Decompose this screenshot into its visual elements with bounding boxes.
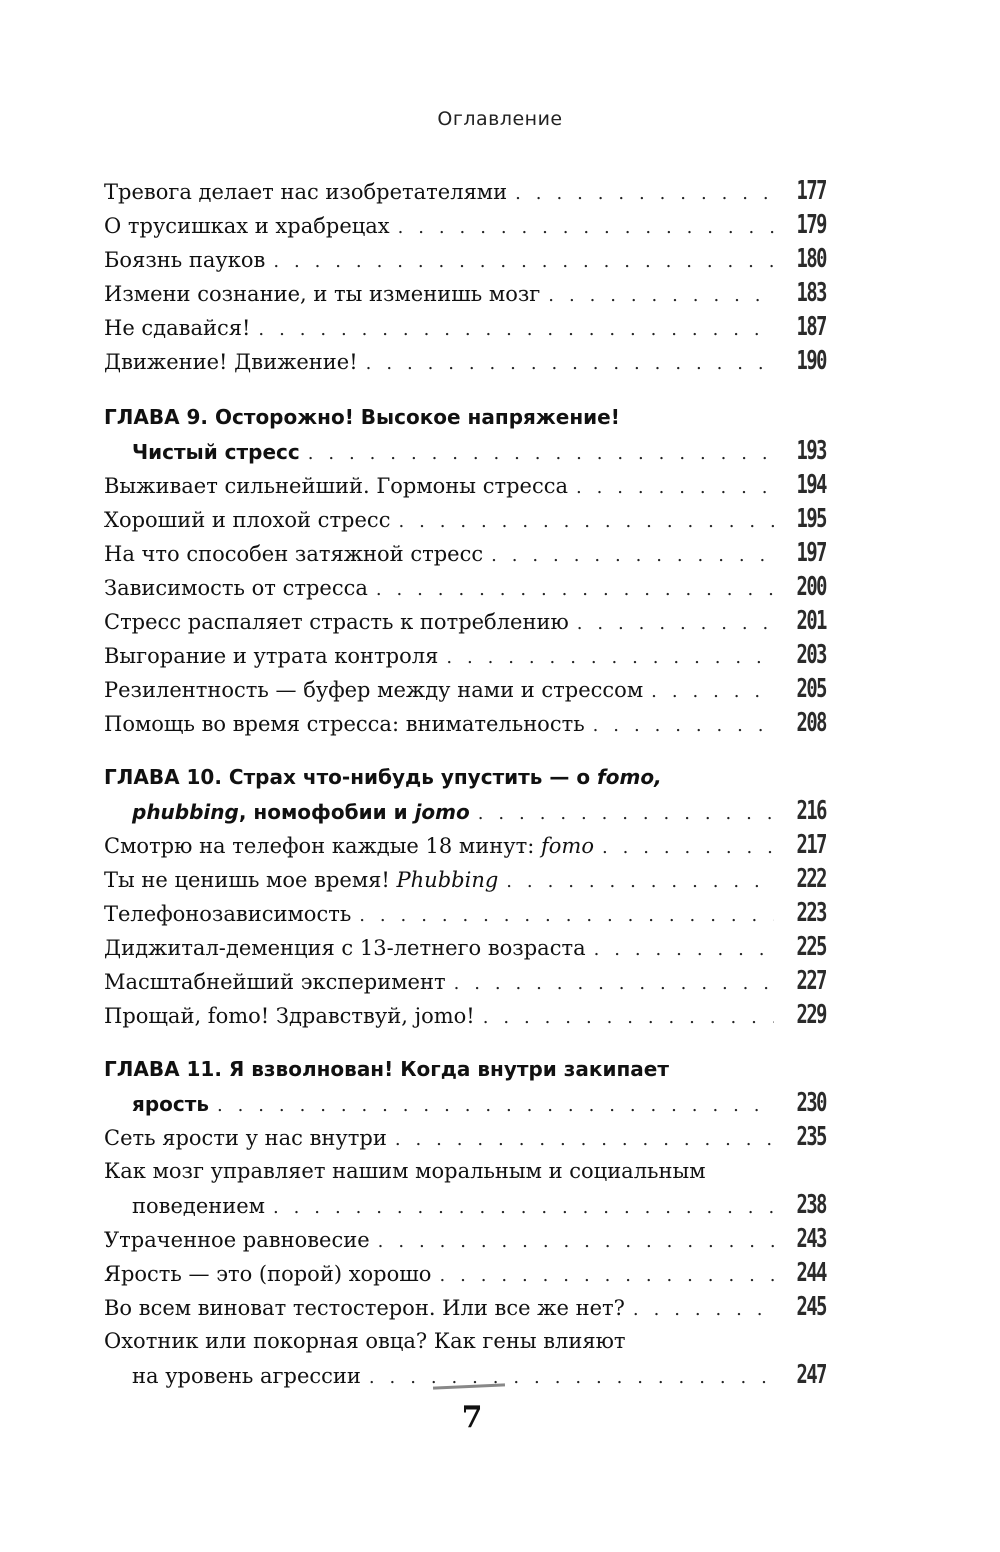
entry-title: Измени сознание, и ты изменишь мозг bbox=[104, 282, 541, 306]
dot-leader bbox=[273, 1191, 774, 1225]
chapter-title: ярость bbox=[132, 1092, 209, 1116]
entry-page: 179 bbox=[796, 210, 826, 240]
chapter-10 bbox=[104, 760, 826, 1032]
dot-leader bbox=[378, 1225, 774, 1259]
entry-title: Не сдавайся! bbox=[104, 316, 251, 340]
dot-leader bbox=[478, 797, 774, 831]
entry-title: на уровень агрессии bbox=[132, 1364, 361, 1388]
toc-entry[interactable] bbox=[104, 208, 826, 242]
toc-entry[interactable] bbox=[104, 638, 826, 672]
toc-entry[interactable] bbox=[104, 242, 826, 276]
toc-entry[interactable] bbox=[104, 862, 826, 896]
dot-leader bbox=[593, 709, 774, 743]
entry-page: 208 bbox=[796, 708, 826, 738]
entry-page: 197 bbox=[796, 538, 826, 568]
running-head: Оглавление bbox=[437, 108, 563, 130]
toc-entry[interactable] bbox=[104, 468, 826, 502]
toc-entry[interactable] bbox=[104, 344, 826, 378]
entry-page: 217 bbox=[796, 830, 826, 860]
toc-entry[interactable] bbox=[104, 310, 826, 344]
chapter-heading[interactable]: ГЛАВА 11. Я взволнован! Когда внутри закипает bbox=[104, 1057, 669, 1081]
entry-title: Сеть ярости у нас внутри bbox=[104, 1126, 387, 1150]
entry-title: Боязнь пауков bbox=[104, 248, 266, 272]
dot-leader bbox=[395, 1123, 774, 1157]
dot-leader bbox=[633, 1293, 774, 1327]
entry-page: 201 bbox=[796, 606, 826, 636]
entry-page: 229 bbox=[796, 1000, 826, 1030]
toc-entry[interactable] bbox=[104, 570, 826, 604]
entry-page: 238 bbox=[796, 1190, 826, 1220]
entry-title: На что способен затяжной стресс bbox=[104, 542, 484, 566]
dot-leader bbox=[491, 539, 774, 573]
toc-entry[interactable] bbox=[104, 502, 826, 536]
dot-leader bbox=[577, 607, 774, 641]
entry-page: 247 bbox=[796, 1360, 826, 1390]
chapter-title-part: , номофобии и bbox=[238, 800, 415, 824]
entry-title: Ярость — это (порой) хорошо bbox=[104, 1262, 432, 1286]
toc-entry[interactable] bbox=[104, 930, 826, 964]
entry-title: Движение! Движение! bbox=[104, 350, 358, 374]
dot-leader bbox=[454, 967, 774, 1001]
entry-page: 187 bbox=[796, 312, 826, 342]
dot-leader bbox=[273, 245, 774, 279]
chapter-heading[interactable]: ГЛАВА 9. Осторожно! Высокое напряжение! bbox=[104, 405, 620, 429]
chapter-heading[interactable] bbox=[104, 760, 826, 794]
chapter-9 bbox=[104, 400, 826, 740]
toc-entry[interactable] bbox=[104, 1256, 826, 1290]
entry-title: Тревога делает нас изобретателями bbox=[104, 180, 508, 204]
entry-title-part: Ты не ценишь мое время! bbox=[104, 868, 397, 892]
entry-title-part: Смотрю на телефон каждые 18 минут: bbox=[104, 834, 541, 858]
page-number: 7 bbox=[461, 1400, 483, 1435]
toc-entry[interactable] bbox=[104, 896, 826, 930]
entry-title: Телефонозависимость bbox=[104, 902, 352, 926]
entry-page: 193 bbox=[796, 436, 826, 466]
entry-title bbox=[104, 829, 602, 863]
entry-page: 180 bbox=[796, 244, 826, 274]
entry-page: 235 bbox=[796, 1122, 826, 1152]
dot-leader bbox=[602, 831, 774, 865]
entry-title-italic: fomo bbox=[540, 834, 594, 858]
dot-leader bbox=[217, 1089, 774, 1123]
chapter-title-part: ГЛАВА 10. Страх что-нибудь упустить — о bbox=[104, 765, 598, 789]
toc-entry[interactable] bbox=[104, 706, 826, 740]
dot-leader bbox=[398, 211, 774, 245]
entry-page: 200 bbox=[796, 572, 826, 602]
entry-page: 243 bbox=[796, 1224, 826, 1254]
entry-title: Выживает сильнейший. Гормоны стресса bbox=[104, 474, 568, 498]
entry-title: Резилентность — буфер между нами и стрессом bbox=[104, 678, 644, 702]
dot-leader bbox=[651, 675, 774, 709]
dot-leader bbox=[376, 573, 774, 607]
dot-leader bbox=[258, 313, 774, 347]
toc-entry[interactable] bbox=[104, 1222, 826, 1256]
toc-entry[interactable] bbox=[104, 964, 826, 998]
entry-title: поведением bbox=[132, 1194, 266, 1218]
chapter-title bbox=[132, 795, 478, 829]
entry-page: 216 bbox=[796, 796, 826, 826]
dot-leader bbox=[594, 933, 774, 967]
toc-entry[interactable] bbox=[104, 174, 826, 208]
entry-page: 230 bbox=[796, 1088, 826, 1118]
entry-page: 223 bbox=[796, 898, 826, 928]
toc-entry[interactable] bbox=[104, 672, 826, 706]
chapter-title-italic: fomo, bbox=[597, 765, 662, 789]
toc-entry-multiline[interactable] bbox=[104, 1154, 826, 1188]
entry-title: Диджитал-деменция с 13-летнего возраста bbox=[104, 936, 586, 960]
entry-title: Охотник или покорная овца? Как гены влияют bbox=[104, 1329, 626, 1353]
toc-entry[interactable] bbox=[104, 276, 826, 310]
entry-title: Зависимость от стресса bbox=[104, 576, 368, 600]
toc-entry[interactable] bbox=[104, 604, 826, 638]
toc-entry[interactable] bbox=[104, 1290, 826, 1324]
dot-leader bbox=[369, 1361, 774, 1395]
chapter-title: Чистый стресс bbox=[132, 440, 300, 464]
entry-title: Прощай, fomo! Здравствуй, jomo! bbox=[104, 1004, 475, 1028]
chapter-11 bbox=[104, 1052, 826, 1392]
entry-title-italic: Phubbing bbox=[396, 868, 499, 892]
dot-leader bbox=[506, 865, 774, 899]
entry-title: Стресс распаляет страсть к потреблению bbox=[104, 610, 569, 634]
entry-title: Утраченное равновесие bbox=[104, 1228, 370, 1252]
toc-entry[interactable] bbox=[104, 536, 826, 570]
entry-page: 183 bbox=[796, 278, 826, 308]
toc-block bbox=[104, 174, 826, 378]
entry-page: 195 bbox=[796, 504, 826, 534]
toc-entry-multiline[interactable] bbox=[104, 1324, 826, 1358]
dot-leader bbox=[576, 471, 774, 505]
entry-title: О трусишках и храбрецах bbox=[104, 214, 390, 238]
dot-leader bbox=[483, 1001, 774, 1035]
dot-leader bbox=[439, 1259, 774, 1293]
entry-page: 222 bbox=[796, 864, 826, 894]
entry-page: 205 bbox=[796, 674, 826, 704]
dot-leader bbox=[398, 505, 774, 539]
toc-entry[interactable] bbox=[104, 828, 826, 862]
toc-entry-cont[interactable] bbox=[104, 1188, 826, 1222]
entry-page: 194 bbox=[796, 470, 826, 500]
entry-title: Масштабнейший эксперимент bbox=[104, 970, 446, 994]
toc-entry[interactable] bbox=[104, 998, 826, 1032]
chapter-heading-cont[interactable] bbox=[104, 1086, 826, 1120]
dot-leader bbox=[515, 177, 774, 211]
dot-leader bbox=[548, 279, 774, 313]
entry-page: 245 bbox=[796, 1292, 826, 1322]
entry-page: 177 bbox=[796, 176, 826, 206]
entry-title bbox=[104, 863, 506, 897]
dot-leader bbox=[308, 437, 774, 471]
chapter-title-italic: jomo bbox=[414, 800, 470, 824]
toc-entry[interactable] bbox=[104, 1120, 826, 1154]
entry-page: 190 bbox=[796, 346, 826, 376]
entry-title: Помощь во время стресса: внимательность bbox=[104, 712, 585, 736]
dot-leader bbox=[359, 899, 774, 933]
entry-page: 227 bbox=[796, 966, 826, 996]
entry-title: Выгорание и утрата контроля bbox=[104, 644, 439, 668]
entry-title: Как мозг управляет нашим моральным и социальным bbox=[104, 1159, 706, 1183]
entry-page: 244 bbox=[796, 1258, 826, 1288]
entry-title: Хороший и плохой стресс bbox=[104, 508, 391, 532]
table-of-contents bbox=[104, 174, 826, 1392]
dot-leader bbox=[366, 347, 774, 381]
dot-leader bbox=[446, 641, 774, 675]
chapter-heading-cont[interactable] bbox=[104, 794, 826, 828]
entry-title: Во всем виноват тестостерон. Или все же нет? bbox=[104, 1296, 625, 1320]
entry-page: 225 bbox=[796, 932, 826, 962]
entry-page: 203 bbox=[796, 640, 826, 670]
chapter-title-italic: phubbing bbox=[132, 800, 239, 824]
chapter-heading-cont[interactable] bbox=[104, 434, 826, 468]
